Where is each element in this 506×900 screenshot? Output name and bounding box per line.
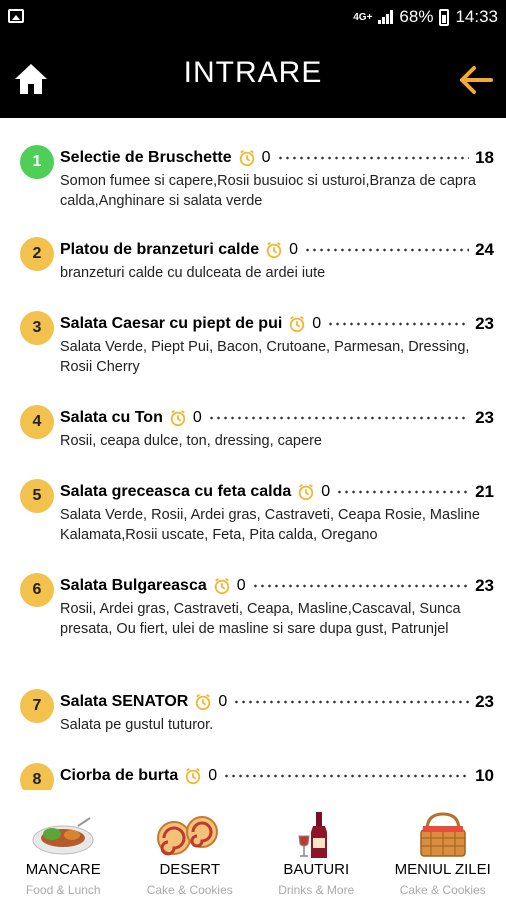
item-title-row: [60, 405, 494, 431]
item-count: 0: [192, 409, 202, 426]
app-header: [0, 34, 506, 118]
bottom-nav: [0, 790, 506, 900]
dotted-leader: [277, 156, 470, 160]
item-count: 0: [218, 693, 228, 710]
tab-sublabel: Cake & Cookies: [146, 883, 233, 897]
back-button[interactable]: [458, 62, 494, 98]
item-description: branzeturi calde cu dulceata de ardei iute: [60, 265, 326, 281]
item-count: 0: [261, 149, 271, 166]
clock-icon[interactable]: [297, 483, 315, 501]
item-title-row: [60, 311, 494, 337]
item-title-row: [60, 763, 494, 789]
tab-desert[interactable]: [127, 790, 254, 900]
signal-icon: [378, 10, 393, 24]
item-name: Salata SENATOR: [60, 693, 189, 710]
tab-label: MENIUL ZILEI: [394, 861, 491, 878]
clock-icon[interactable]: [265, 241, 283, 259]
item-name: Salata cu Ton: [60, 409, 163, 426]
item-title-row: [60, 145, 494, 171]
item-description: Salata Verde, Rosii, Ardei gras, Castraveti, Ceapa Rosie, Masline Kalamata,Rosii uscate, Feta, Pita calda, Oregano: [60, 507, 480, 543]
clock-icon[interactable]: [194, 693, 212, 711]
cake-roll-icon: [127, 808, 254, 862]
item-count: 0: [236, 577, 246, 594]
tab-bauturi[interactable]: [253, 790, 380, 900]
battery-percent: 68%: [399, 7, 434, 26]
item-title-row: [60, 689, 494, 715]
dotted-leader: [233, 700, 469, 704]
tab-label: MANCARE: [25, 861, 101, 878]
clock-icon[interactable]: [213, 577, 231, 595]
tab-label: DESERT: [159, 861, 221, 878]
item-number-badge: 7: [20, 689, 54, 723]
clock-icon[interactable]: [238, 149, 256, 167]
item-name: Salata greceasca cu feta calda: [60, 483, 292, 500]
tab-label: BAUTURI: [283, 861, 350, 878]
dotted-leader: [304, 248, 469, 252]
clock-time: 14:33: [455, 7, 498, 26]
item-price: 21: [475, 482, 494, 501]
tab-sublabel: Cake & Cookies: [399, 883, 486, 897]
item-description: Salata Verde, Piept Pui, Bacon, Crutoane, Parmesan, Dressing, Rosii Cherry: [60, 339, 470, 375]
item-name: Platou de branzeturi calde: [60, 241, 260, 258]
item-description: Rosii, Ardei gras, Castraveti, Ceapa, Masline,Cascaval, Sunca presata, Ou fiert, ulei de masline si sare dupa gust, Patrunjel: [60, 601, 461, 637]
item-number-badge: 8: [20, 763, 54, 790]
item-count: 0: [289, 241, 299, 258]
item-count: 0: [321, 483, 331, 500]
dotted-leader: [208, 416, 469, 420]
item-number-badge: 2: [20, 237, 54, 271]
item-number-badge: 6: [20, 573, 54, 607]
item-price: 24: [475, 240, 494, 259]
item-title-row: [60, 237, 494, 263]
item-name: Ciorba de burta: [60, 767, 179, 784]
gallery-notification-icon: [8, 9, 24, 23]
item-price: 23: [475, 408, 494, 427]
item-price: 23: [475, 692, 494, 711]
item-count: 0: [208, 767, 218, 784]
item-description: Somon fumee si capere,Rosii busuioc si usturoi,Branza de capra calda,Anghinare si salata verde: [60, 173, 476, 209]
network-type: 4G+: [353, 11, 373, 23]
arrow-left-icon: [458, 62, 494, 98]
dotted-leader: [327, 322, 469, 326]
basket-icon: [380, 808, 506, 862]
item-price: 23: [475, 314, 494, 333]
clock-icon[interactable]: [288, 315, 306, 333]
battery-icon: [439, 9, 449, 26]
wine-bottle-icon: [253, 808, 380, 862]
item-number-badge: 1: [20, 145, 54, 179]
item-number-badge: 5: [20, 479, 54, 513]
item-title-row: [60, 573, 494, 599]
item-title-row: [60, 479, 494, 505]
item-price: 18: [475, 148, 494, 167]
page-title: INTRARE: [183, 56, 323, 89]
tab-sublabel: Food & Lunch: [25, 883, 101, 897]
tab-meniul-zilei[interactable]: [380, 790, 506, 900]
item-price: 23: [475, 576, 494, 595]
item-number-badge: 4: [20, 405, 54, 439]
item-number-badge: 3: [20, 311, 54, 345]
item-name: Salata Bulgareasca: [60, 577, 207, 594]
status-bar: [0, 0, 506, 34]
item-description: Rosii, ceapa dulce, ton, dressing, capere: [60, 433, 322, 449]
item-price: 10: [475, 766, 494, 785]
item-name: Salata Caesar cu piept de pui: [60, 315, 283, 332]
dotted-leader: [336, 490, 469, 494]
item-description: Salata pe gustul tuturor.: [60, 717, 214, 733]
item-name: Selectie de Bruschette: [60, 149, 232, 166]
food-plate-icon: [0, 808, 127, 862]
status-indicators: [353, 7, 498, 27]
tab-sublabel: Drinks & More: [278, 883, 355, 897]
dotted-leader: [252, 584, 469, 588]
item-count: 0: [312, 315, 322, 332]
tab-mancare[interactable]: [0, 790, 127, 900]
clock-icon[interactable]: [169, 409, 187, 427]
dotted-leader: [223, 774, 469, 778]
clock-icon[interactable]: [184, 767, 202, 785]
menu-list[interactable]: [0, 118, 506, 790]
